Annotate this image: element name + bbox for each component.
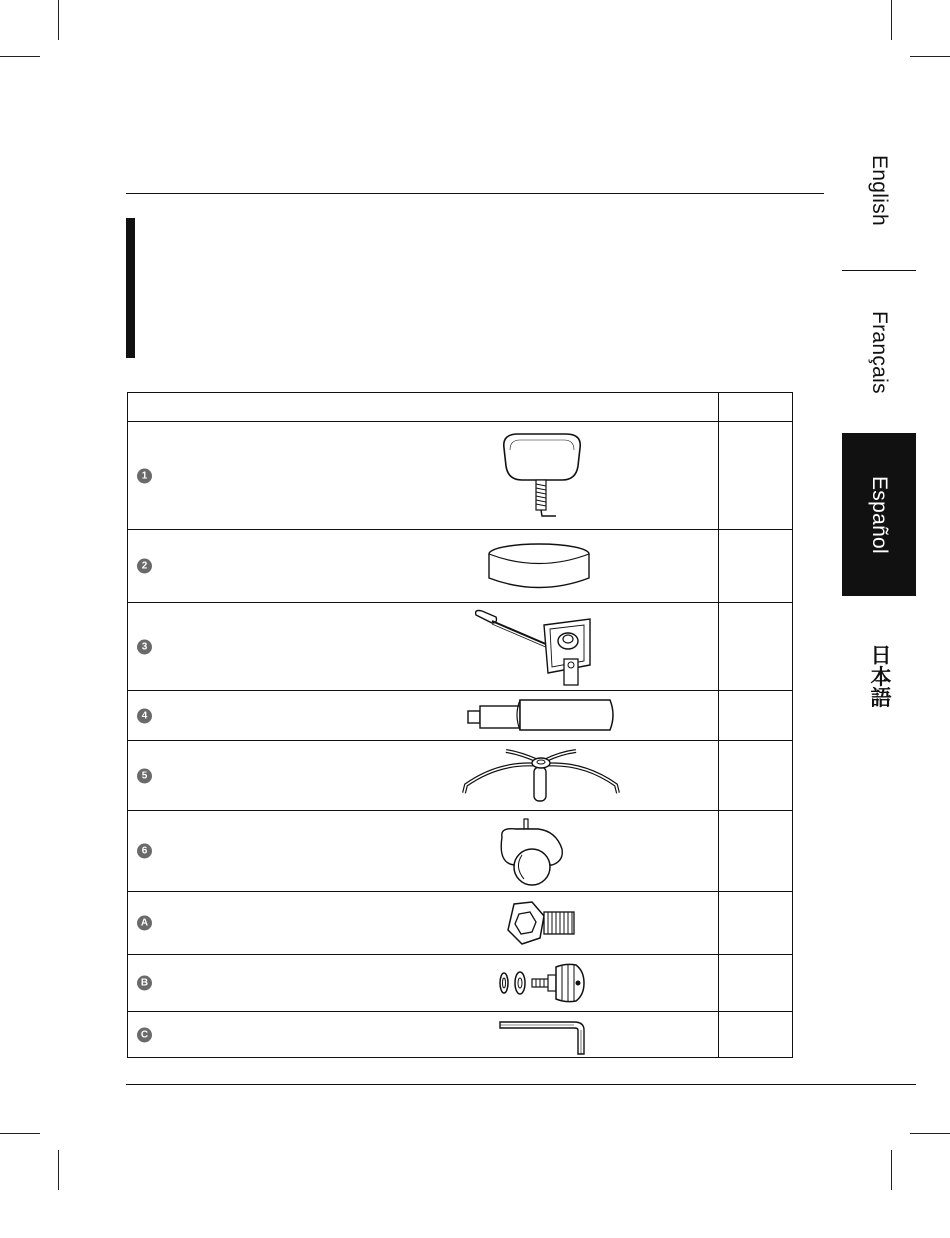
caster-wheel-icon <box>494 817 574 889</box>
tab-japanese[interactable] <box>842 640 916 712</box>
table-row <box>128 741 793 811</box>
seat-mechanism-icon <box>472 607 610 691</box>
qty-cell <box>719 955 793 1012</box>
sidebar-divider <box>842 270 916 271</box>
part-cell <box>128 955 719 1012</box>
part-cell <box>128 892 719 955</box>
crop-mark <box>891 0 892 40</box>
table-row <box>128 811 793 892</box>
hex-bolt-icon <box>500 898 580 950</box>
part-cell <box>128 530 719 603</box>
table-header-row <box>128 393 793 422</box>
crop-mark <box>0 56 40 57</box>
crop-mark <box>910 1133 950 1134</box>
table-row <box>128 892 793 955</box>
tab-francais-label: Français <box>868 310 891 394</box>
allen-key-icon <box>498 1018 592 1056</box>
part-cell <box>128 422 719 530</box>
section-title-bar <box>126 218 135 358</box>
part-cell <box>128 691 719 741</box>
qty-cell <box>719 892 793 955</box>
qty-cell <box>719 422 793 530</box>
crop-mark <box>891 1150 892 1190</box>
part-number-badge: 1 <box>137 468 152 483</box>
footer-rule <box>126 1084 916 1085</box>
tab-espanol-label: Español <box>868 475 891 554</box>
table-row <box>128 530 793 603</box>
gas-cylinder-icon <box>466 697 618 735</box>
header-cell-qty <box>719 393 793 422</box>
qty-cell <box>719 1012 793 1058</box>
crop-mark <box>910 56 950 57</box>
parts-table <box>127 392 793 1058</box>
seat-cushion-icon <box>486 541 592 593</box>
tab-japanese-label: 日本語 <box>868 644 891 708</box>
part-number-badge: C <box>137 1027 152 1042</box>
qty-cell <box>719 603 793 691</box>
headrest-icon <box>498 430 588 522</box>
table-row <box>128 691 793 741</box>
tab-english[interactable] <box>842 140 916 240</box>
qty-cell <box>719 811 793 892</box>
part-number-badge: 6 <box>137 844 152 859</box>
header-cell-part <box>128 393 719 422</box>
table-row <box>128 1012 793 1058</box>
part-number-badge: 5 <box>137 768 152 783</box>
part-number-badge: 4 <box>137 708 152 723</box>
header-rule <box>126 193 824 194</box>
crop-mark <box>58 1150 59 1190</box>
part-cell <box>128 811 719 892</box>
crop-mark <box>58 0 59 40</box>
tab-francais[interactable] <box>842 300 916 404</box>
tab-espanol[interactable] <box>842 433 916 596</box>
part-number-badge: A <box>137 916 152 931</box>
tab-english-label: English <box>868 154 891 226</box>
part-number-badge: 2 <box>137 559 152 574</box>
part-number-badge: B <box>137 976 152 991</box>
five-star-base-icon <box>460 747 622 807</box>
table-row <box>128 422 793 530</box>
knob-screw-washers-icon <box>494 961 588 1005</box>
table-row <box>128 603 793 691</box>
table-row <box>128 955 793 1012</box>
crop-mark <box>0 1133 40 1134</box>
part-cell <box>128 603 719 691</box>
part-cell <box>128 741 719 811</box>
qty-cell <box>719 691 793 741</box>
part-cell <box>128 1012 719 1058</box>
qty-cell <box>719 741 793 811</box>
qty-cell <box>719 530 793 603</box>
part-number-badge: 3 <box>137 639 152 654</box>
